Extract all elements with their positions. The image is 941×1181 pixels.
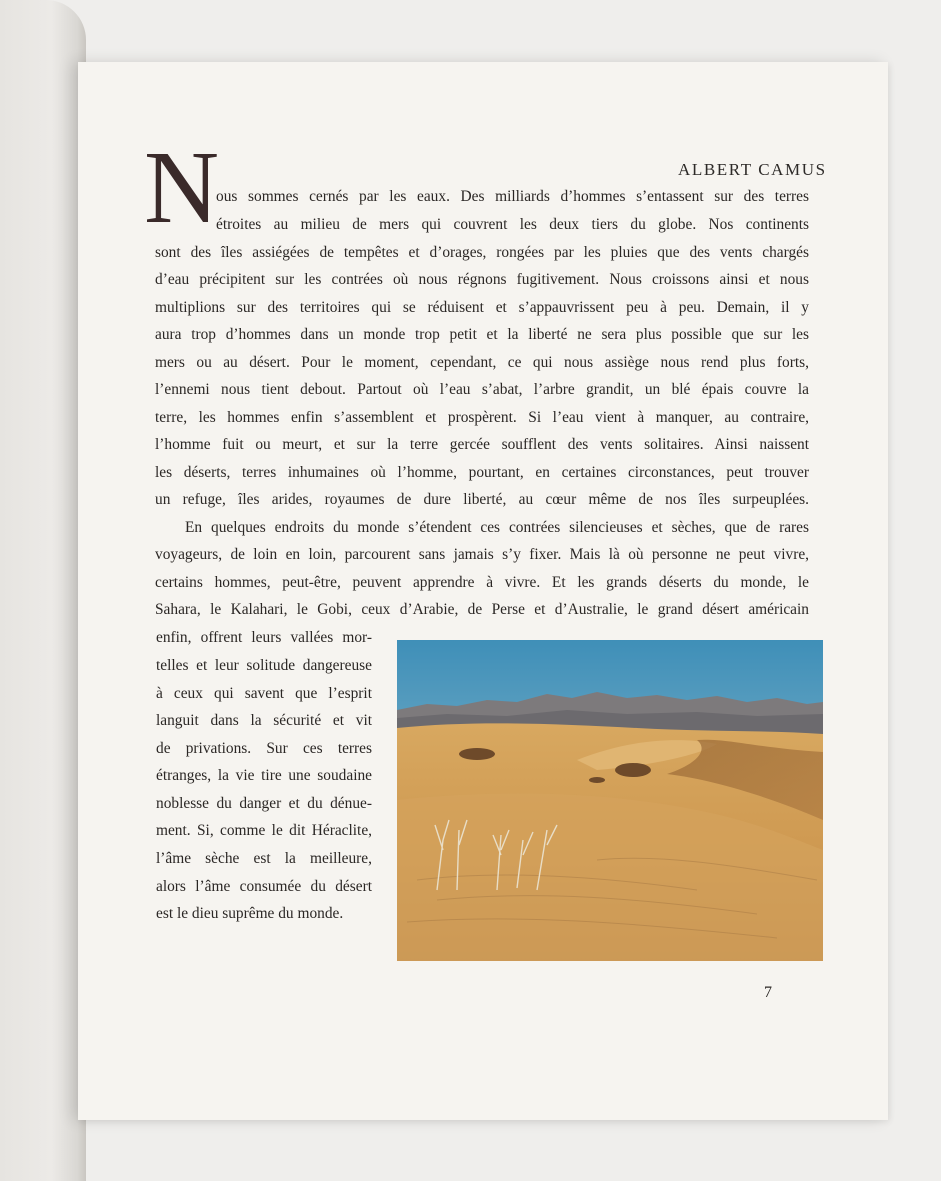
drop-cap: N [144,130,220,245]
text-line: aura trop d’hommes dans un monde trop petit et la liberté ne sera plus possible que sur les [155,326,809,343]
text-line: multiplions sur des territoires qui se réduisent et s’appauvrissent peu à peu. Demain, il y [155,299,809,316]
facing-page-edge [0,0,86,1181]
running-header-author: ALBERT CAMUS [678,160,827,179]
text-line: Sahara, le Kalahari, le Gobi, ceux d’Arabie, de Perse et d’Australie, le grand désert américain [155,601,809,618]
text-line: certains hommes, peut-être, peuvent apprendre à vivre. Et les grands déserts du monde, le [155,574,809,591]
text-line: étranges, la vie tire une soudaine [156,767,372,784]
text-line: de privations. Sur ces terres [156,740,372,757]
text-line: les déserts, terres inhumaines où l’homme, pourtant, en certaines circonstances, peut trouver [155,464,809,481]
text-line: mers ou au désert. Pour le moment, cependant, ce qui nous assiège nous rend plus forts, [155,354,809,371]
text-line: sont des îles assiégées de tempêtes et d’orages, rongées par les pluies que des vents chargés [155,244,809,261]
text-line: ment. Si, comme le dit Héraclite, [156,822,372,839]
text-line: à ceux qui savent que l’esprit [156,685,372,702]
text-line: ous sommes cernés par les eaux. Des milliards d’hommes s’entassent sur des terres [216,188,809,205]
text-line: d’eau précipitent sur les contrées où nous régnons fugitivement. Nous croissons ainsi et nous [155,271,809,288]
text-line: étroites au milieu de mers qui couvrent les deux tiers du globe. Nos continents [216,216,809,233]
text-line: l’homme fuit ou meurt, et sur la terre gercée soufflent des vents solitaires. Ainsi naissent [155,436,809,453]
text-line: l’ennemi nous tient debout. Partout où l’eau s’abat, l’arbre grandit, un blé épais couvre la [155,381,809,398]
text-line: telles et leur solitude dangereuse [156,657,372,674]
text-line: noblesse du danger et du dénue- [156,795,372,812]
text-line: alors l’âme consumée du désert [156,878,372,895]
text-line: est le dieu suprême du monde. [156,905,344,922]
text-line: En quelques endroits du monde s’étendent ces contrées silencieuses et sèches, que de rares [185,519,809,536]
text-line: enfin, offrent leurs vallées mor- [156,629,372,646]
text-line: un refuge, îles arides, royaumes de dure liberté, au cœur même de nos îles surpeuplées. [155,491,809,508]
text-line: l’âme sèche est la meilleure, [156,850,372,867]
desert-dunes-photo [397,640,823,961]
text-line: terre, les hommes enfin s’assemblent et prospèrent. Si l’eau vient à manquer, au contraire, [155,409,809,426]
text-line: languit dans la sécurité et vit [156,712,372,729]
text-line: voyageurs, de loin en loin, parcourent sans jamais s’y fixer. Mais là où personne ne peut vivre, [155,546,809,563]
page-number: 7 [764,984,772,1001]
